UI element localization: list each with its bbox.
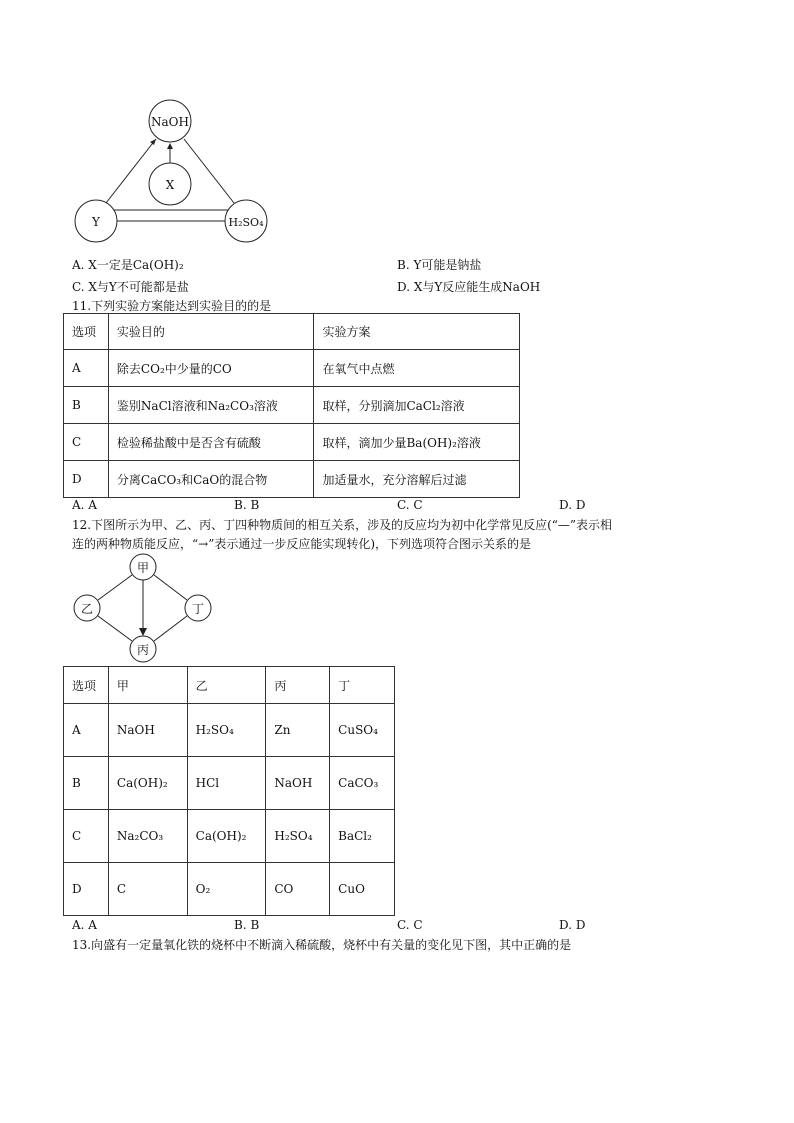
q10-option-d: D. X与Y反应能生成NaOH <box>397 280 541 294</box>
label-x: X <box>165 178 175 192</box>
table-cell: Zn <box>266 704 330 757</box>
table-cell: 在氧气中点燃 <box>314 350 520 387</box>
label-naoh: NaOH <box>151 115 189 129</box>
table-cell: H₂SO₄ <box>266 810 330 863</box>
table-cell: 取样，分别滴加CaCl₂溶液 <box>314 387 520 424</box>
edge-ding-bing <box>154 616 187 641</box>
table-cell: A <box>64 350 109 387</box>
table-header-row <box>64 667 395 704</box>
table-cell: C <box>64 810 109 863</box>
table-row <box>64 424 520 461</box>
table-cell: Ca(OH)₂ <box>108 757 187 810</box>
table-cell: CaCO₃ <box>330 757 395 810</box>
q11-table <box>63 313 520 498</box>
q10-option-b: B. Y可能是钠盐 <box>397 258 482 272</box>
header-cell: 选项 <box>64 667 109 704</box>
table-cell: C <box>64 424 109 461</box>
edge-y-naoh <box>106 139 156 203</box>
table-cell: Ca(OH)₂ <box>187 810 266 863</box>
label-y: Y <box>92 215 100 229</box>
q12-answer-c: C. C <box>397 918 423 932</box>
arrowhead-x-naoh <box>167 143 173 149</box>
header-cell: 选项 <box>64 314 109 350</box>
label-yi: 乙 <box>80 602 94 616</box>
q11-answer-d: D. D <box>559 498 586 512</box>
table-cell: B <box>64 387 109 424</box>
arrowhead-jia-bing <box>139 628 147 636</box>
q10-reaction-diagram <box>60 92 280 252</box>
table-cell: 加适量水，充分溶解后过滤 <box>314 461 520 498</box>
q10-option-c: C. X与Y不可能都是盐 <box>72 280 189 294</box>
q10-option-a: A. X一定是Ca(OH)₂ <box>72 258 184 272</box>
q12-relation-diagram <box>68 553 218 663</box>
table-row <box>64 387 520 424</box>
q12-stem-line1: 12.下图所示为甲、乙、丙、丁四种物质间的相互关系，涉及的反应均为初中化学常见反应(“—”表示相 <box>72 518 613 532</box>
edge-naoh-h2so4 <box>184 139 234 203</box>
table-row <box>64 704 395 757</box>
header-cell: 乙 <box>187 667 266 704</box>
table-cell: D <box>64 863 109 916</box>
table-cell: CuO <box>330 863 395 916</box>
table-cell: HCl <box>187 757 266 810</box>
table-cell: CO <box>266 863 330 916</box>
table-cell: NaOH <box>108 704 187 757</box>
q12-answer-a: A. A <box>72 918 97 932</box>
q11-answer-b: B. B <box>234 498 260 512</box>
table-cell: BaCl₂ <box>330 810 395 863</box>
table-cell: 检验稀盐酸中是否含有硫酸 <box>108 424 314 461</box>
label-jia: 甲 <box>136 561 150 575</box>
q11-answer-a: A. A <box>72 498 97 512</box>
table-cell: NaOH <box>266 757 330 810</box>
edge-yi-bing <box>98 616 132 641</box>
table-cell: 取样，滴加少量Ba(OH)₂溶液 <box>314 424 520 461</box>
q11-answer-c: C. C <box>397 498 423 512</box>
label-ding: 丁 <box>191 602 205 616</box>
table-cell: 分离CaCO₃和CaO的混合物 <box>108 461 314 498</box>
q11-stem: 11.下列实验方案能达到实验目的的是 <box>72 299 272 313</box>
table-cell: 鉴别NaCl溶液和Na₂CO₃溶液 <box>108 387 314 424</box>
arrowhead-y-naoh <box>150 139 156 145</box>
table-cell: A <box>64 704 109 757</box>
header-cell: 实验目的 <box>108 314 314 350</box>
label-h2so4: H₂SO₄ <box>228 216 264 229</box>
table-row <box>64 461 520 498</box>
table-cell: CuSO₄ <box>330 704 395 757</box>
q12-table <box>63 666 395 916</box>
header-cell: 甲 <box>108 667 187 704</box>
header-cell: 实验方案 <box>314 314 520 350</box>
table-cell: H₂SO₄ <box>187 704 266 757</box>
table-row <box>64 350 520 387</box>
header-cell: 丙 <box>266 667 330 704</box>
q12-stem-line2: 连的两种物质能反应，“→”表示通过一步反应能实现转化)，下列选项符合图示关系的是 <box>72 537 532 551</box>
table-header-row <box>64 314 520 350</box>
q13-stem: 13.向盛有一定量氧化铁的烧杯中不断滴入稀硫酸，烧杯中有关量的变化见下图，其中正确的是 <box>72 938 572 952</box>
table-cell: 除去CO₂中少量的CO <box>108 350 314 387</box>
edge-jia-yi <box>98 575 132 600</box>
table-cell: Na₂CO₃ <box>108 810 187 863</box>
table-row <box>64 863 395 916</box>
header-cell: 丁 <box>330 667 395 704</box>
table-row <box>64 757 395 810</box>
table-cell: C <box>108 863 187 916</box>
table-cell: B <box>64 757 109 810</box>
table-row <box>64 810 395 863</box>
q12-answer-d: D. D <box>559 918 586 932</box>
edge-jia-ding <box>154 575 187 600</box>
table-cell: O₂ <box>187 863 266 916</box>
label-bing: 丙 <box>136 643 150 657</box>
q12-answer-b: B. B <box>234 918 260 932</box>
table-cell: D <box>64 461 109 498</box>
